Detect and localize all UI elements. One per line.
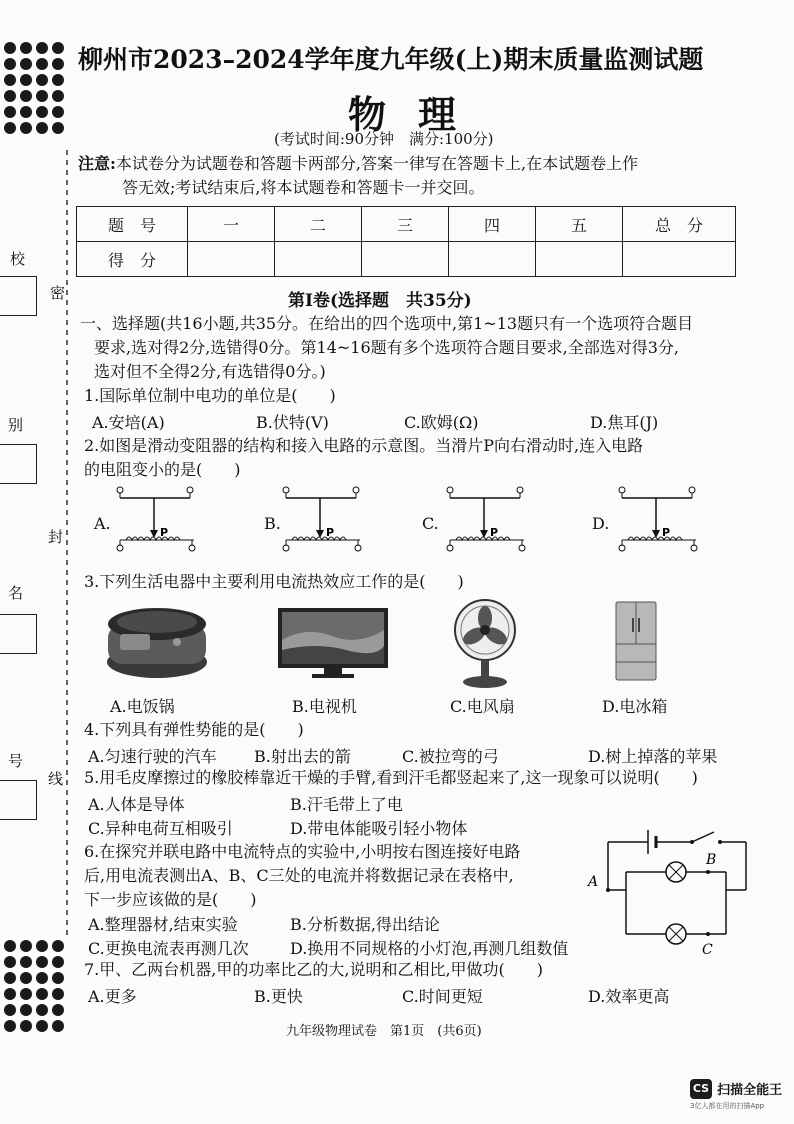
- q6-option-b: B.分析数据,得出结论: [290, 915, 440, 934]
- side-box-number: [0, 780, 37, 820]
- rheostat-diagram-a: [116, 484, 206, 556]
- circuit-point-b: B: [706, 852, 717, 868]
- side-label-number: 号: [8, 752, 24, 770]
- score-input-5: [536, 242, 623, 277]
- score-table-score-row: [77, 242, 736, 277]
- slider-label-c: P: [490, 526, 499, 539]
- side-label-xian: 线: [48, 770, 64, 788]
- q7-option-a: A.更多: [88, 987, 137, 1006]
- score-input-2: [275, 242, 362, 277]
- side-box-class: [0, 444, 37, 484]
- side-label-school: 校: [10, 250, 26, 268]
- rheostat-diagram-d: [618, 484, 708, 556]
- q2-option-a: A.: [94, 514, 111, 533]
- score-cell-2: 二: [275, 207, 362, 242]
- q4-option-a: A.匀速行驶的汽车: [88, 747, 217, 766]
- q3-option-a: A.电饭锅: [110, 697, 175, 716]
- q7-stem: 7.甲、乙两台机器,甲的功率比乙的大,说明和乙相比,甲做功( ): [84, 960, 544, 979]
- scanner-brand-name: 扫描全能王: [717, 1083, 783, 1098]
- exam-info: (考试时间:90分钟 满分:100分): [274, 130, 494, 148]
- notice-text-1: 本试卷分为试题卷和答题卡两部分,答案一律写在答题卡上,在本试题卷上作: [115, 154, 639, 173]
- q3-option-c: C.电风扇: [450, 697, 515, 716]
- part1-title: 第Ⅰ卷(选择题 共35分): [288, 291, 472, 311]
- q5-option-d: D.带电体能吸引轻小物体: [290, 819, 468, 838]
- side-label-mi: 密: [50, 284, 66, 302]
- score-input-3: [362, 242, 449, 277]
- score-cell-5: 五: [536, 207, 623, 242]
- rice-cooker-image: [102, 600, 212, 682]
- q6-option-a: A.整理器材,结束实验: [88, 915, 238, 934]
- scanner-watermark: [690, 1078, 782, 1111]
- q6-stem-line3: 下一步应该做的是( ): [84, 890, 257, 909]
- dot-pattern-top: [4, 42, 64, 134]
- q2-stem-line2: 的电阻变小的是( ): [84, 460, 241, 479]
- side-box-name: [0, 614, 37, 654]
- section1-line2: 要求,选对得2分,选错得0分。第14~16题有多个选项符合题目要求,全部选对得3分,: [94, 338, 680, 357]
- rheostat-diagram-b: [282, 484, 372, 556]
- score-row-label: 得 分: [77, 242, 188, 277]
- q6-stem-line1: 6.在探究并联电路中电流特点的实验中,小明按右图连接好电路: [84, 842, 521, 861]
- q3-stem: 3.下列生活电器中主要利用电流热效应工作的是( ): [84, 572, 464, 591]
- slider-label-d: P: [662, 526, 671, 539]
- q1-stem: 1.国际单位制中电功的单位是( ): [84, 386, 336, 405]
- slider-label-b: P: [326, 526, 335, 539]
- q2-option-c: C.: [422, 514, 439, 533]
- q4-stem: 4.下列具有弹性势能的是( ): [84, 720, 304, 739]
- score-cell-1: 一: [188, 207, 275, 242]
- section1-line1: [80, 312, 693, 336]
- side-label-feng: 封: [48, 528, 64, 546]
- notice-line2: 答无效;考试结束后,将本试题卷和答题卡一并交回。: [122, 178, 485, 197]
- score-cell-total: 总 分: [623, 207, 736, 242]
- q6-stem-line2: 后,用电流表测出A、B、C三处的电流并将数据记录在表格中,: [84, 866, 514, 885]
- score-cell-label: 题 号: [77, 207, 188, 242]
- slider-label-a: P: [160, 526, 169, 539]
- q5-option-b: B.汗毛带上了电: [290, 795, 403, 814]
- score-input-1: [188, 242, 275, 277]
- q1-option-d: D.焦耳(J): [590, 413, 659, 432]
- q1-option-b: B.伏特(V): [256, 413, 329, 432]
- q7-option-b: B.更快: [254, 987, 303, 1006]
- score-input-total: [623, 242, 736, 277]
- side-label-class: 别: [8, 416, 24, 434]
- score-table: [76, 206, 736, 277]
- q7-option-d: D.效率更高: [588, 987, 670, 1006]
- q1-option-c: C.欧姆(Ω): [404, 413, 479, 432]
- section1-text-1: 一、选择题(共16小题,共35分。在给出的四个选项中,第1~13题只有一个选项符合题目: [80, 314, 694, 333]
- q2-stem-line1: 2.如图是滑动变阻器的结构和接入电路的示意图。当滑片P向右滑动时,连入电路: [84, 436, 644, 455]
- q6-option-c: C.更换电流表再测几次: [88, 939, 249, 958]
- q3-option-d: D.电冰箱: [602, 697, 668, 716]
- circuit-point-a: A: [588, 874, 599, 890]
- page-footer: 九年级物理试卷 第1页 (共6页): [286, 1024, 482, 1039]
- score-table-header-row: [77, 207, 736, 242]
- score-cell-4: 四: [449, 207, 536, 242]
- exam-title: 柳州市2023–2024学年度九年级(上)期末质量监测试题: [78, 45, 704, 74]
- rheostat-diagram-c: [446, 484, 536, 556]
- notice-label: 注意:: [78, 154, 116, 173]
- notice-line1: [78, 152, 638, 176]
- side-box-school: [0, 276, 37, 316]
- refrigerator-image: [612, 600, 660, 684]
- scanner-tagline: 3亿人都在用的扫描App: [690, 1101, 765, 1110]
- subject-title: 物理: [348, 92, 489, 137]
- q3-option-b: B.电视机: [292, 697, 357, 716]
- score-input-4: [449, 242, 536, 277]
- circuit-point-c: C: [702, 942, 713, 958]
- q5-stem: 5.用毛皮摩擦过的橡胶棒靠近干燥的手臂,看到汗毛都竖起来了,这一现象可以说明( ): [84, 768, 698, 787]
- side-label-name: 名: [8, 584, 24, 602]
- electric-fan-image: [450, 596, 520, 692]
- dot-pattern-bottom: [4, 940, 64, 1032]
- q4-option-c: C.被拉弯的弓: [402, 747, 499, 766]
- q2-option-b: B.: [264, 514, 281, 533]
- q5-option-a: A.人体是导体: [88, 795, 185, 814]
- q6-option-d: D.换用不同规格的小灯泡,再测几组数值: [290, 939, 569, 958]
- q5-option-c: C.异种电荷互相吸引: [88, 819, 233, 838]
- q4-option-d: D.树上掉落的苹果: [588, 747, 718, 766]
- score-cell-3: 三: [362, 207, 449, 242]
- section1-line3: 选对但不全得2分,有选错得0分。): [94, 362, 326, 381]
- q4-option-b: B.射出去的箭: [254, 747, 351, 766]
- q2-option-d: D.: [592, 514, 610, 533]
- q1-option-a: A.安培(A): [92, 413, 165, 432]
- scanner-logo-icon: CS: [690, 1079, 712, 1099]
- parallel-circuit-diagram: [586, 824, 756, 958]
- q7-option-c: C.时间更短: [402, 987, 483, 1006]
- television-image: [276, 606, 390, 684]
